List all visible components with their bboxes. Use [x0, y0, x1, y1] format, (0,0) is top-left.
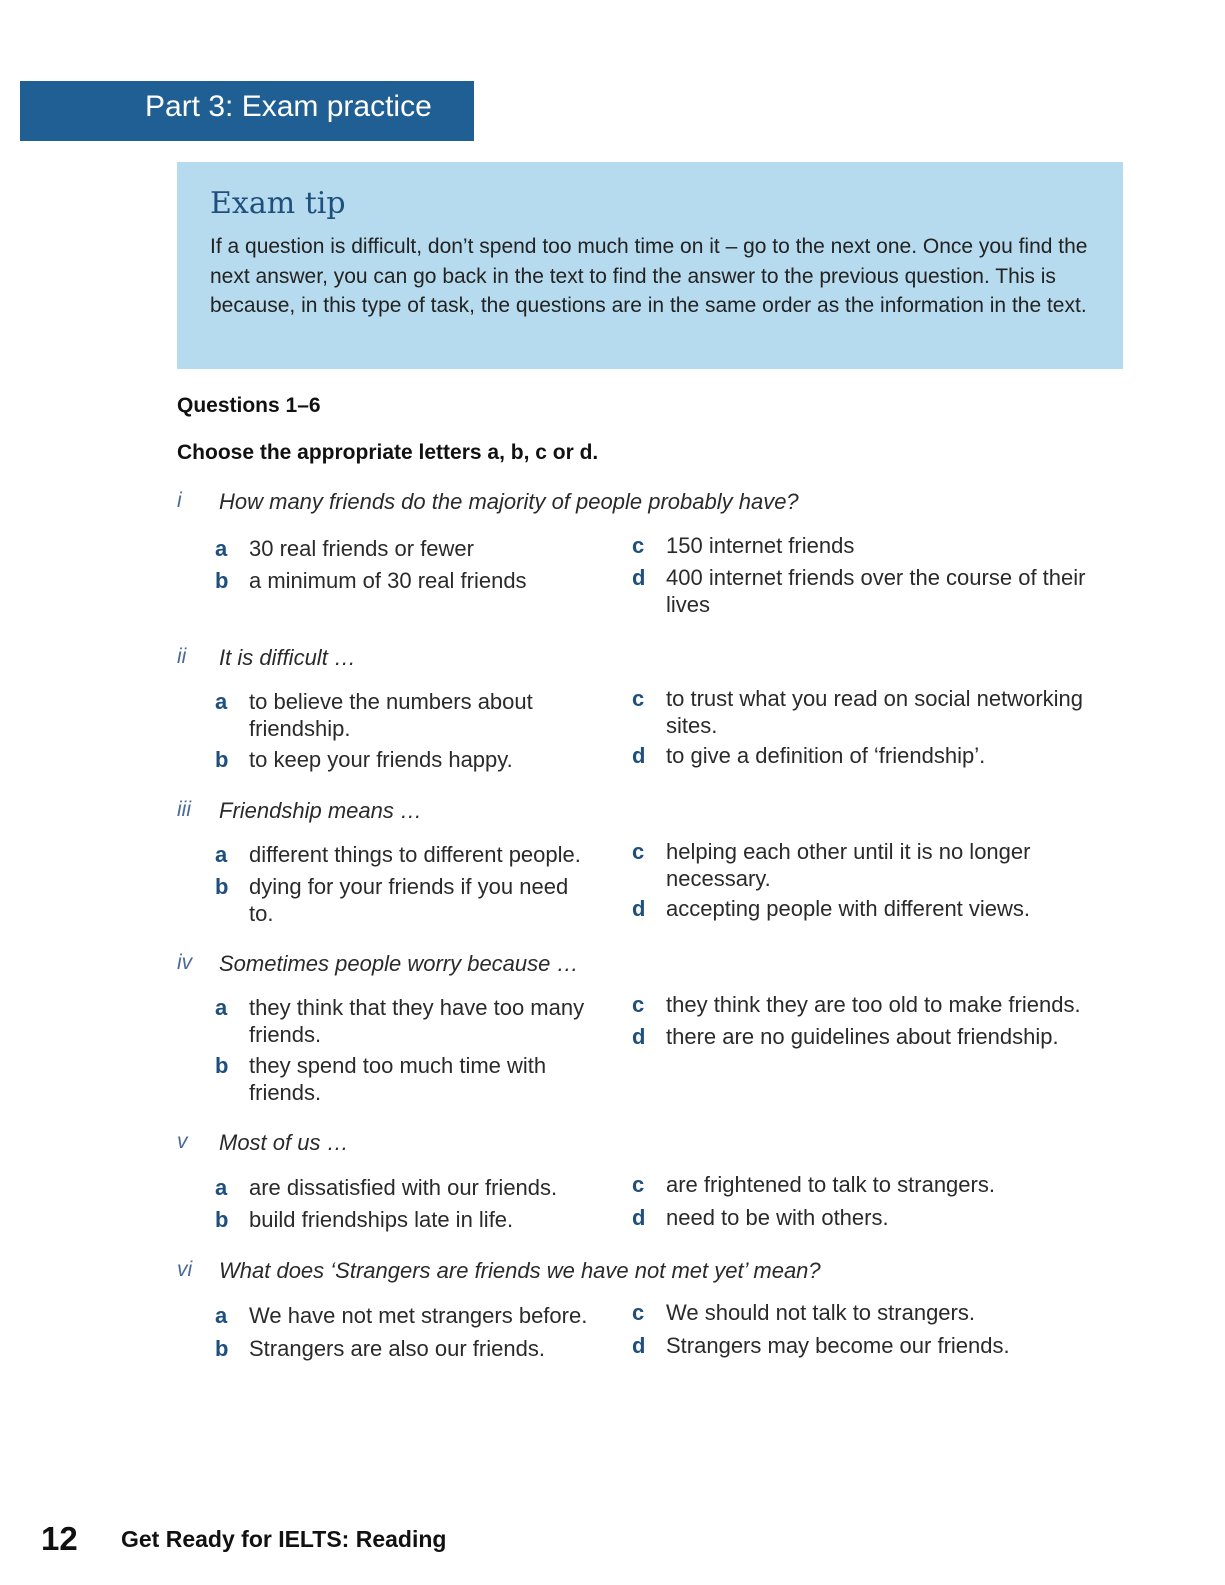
option-letter: a — [215, 1175, 228, 1200]
question-number: iv — [177, 951, 193, 974]
question-text: It is difficult … — [219, 645, 356, 670]
option-letter: d — [632, 1205, 646, 1230]
option-text: helping each other until it is no longer necessary. — [666, 839, 1031, 891]
question-text: Most of us … — [219, 1130, 349, 1155]
option-text: they spend too much time with friends. — [249, 1053, 547, 1105]
option-text: 400 internet friends over the course of their lives — [666, 565, 1086, 617]
part-banner — [20, 81, 474, 141]
option-letter: d — [632, 896, 646, 921]
option-letter: c — [632, 686, 645, 711]
option-text: to trust what you read on social networking sites. — [666, 686, 1084, 738]
option-text: to believe the numbers about friendship. — [249, 689, 533, 741]
option-letter: c — [632, 1172, 645, 1197]
option-letter: a — [215, 536, 228, 561]
option-letter: c — [632, 533, 645, 558]
question-number: vi — [177, 1258, 193, 1281]
instructions: Choose the appropriate letters a, b, c or d. — [177, 441, 599, 464]
option-letter: b — [215, 747, 229, 772]
option-letter: c — [632, 839, 645, 864]
question-number: v — [177, 1130, 188, 1153]
option-letter: c — [632, 1300, 645, 1325]
option-letter: b — [215, 568, 229, 593]
option-text: Strangers may become our friends. — [666, 1333, 1010, 1358]
option-text: different things to different people. — [249, 842, 581, 867]
option-letter: b — [215, 1336, 229, 1361]
exam-tip-text: If a question is difficult, don’t spend too much time on it – go to the next one. Once you find the next answer, you can go back in the text to find the answer to the previous question. This is because, in this type of task, the questions are in the same order as the information in the text. — [210, 235, 1088, 317]
option-text: there are no guidelines about friendship. — [666, 1024, 1059, 1049]
option-text: 150 internet friends — [666, 533, 855, 558]
option-text: a minimum of 30 real friends — [249, 568, 527, 593]
book-title: Get Ready for IELTS: Reading — [121, 1526, 447, 1552]
option-text: are dissatisfied with our friends. — [249, 1175, 558, 1200]
option-letter: d — [632, 743, 646, 768]
option-text: dying for your friends if you need to. — [249, 874, 569, 926]
option-text: accepting people with different views. — [666, 896, 1031, 921]
exam-tip-box — [177, 162, 1123, 369]
option-letter: d — [632, 1024, 646, 1049]
option-text: 30 real friends or fewer — [249, 536, 474, 561]
exam-tip-title: Exam tip — [210, 186, 346, 221]
option-text: build friendships late in life. — [249, 1207, 514, 1232]
option-letter: d — [632, 565, 646, 590]
option-text: are frightened to talk to strangers. — [666, 1172, 995, 1197]
option-text: need to be with others. — [666, 1205, 889, 1230]
option-letter: a — [215, 995, 228, 1020]
option-letter: d — [632, 1333, 646, 1358]
question-text: How many friends do the majority of people probably have? — [219, 489, 799, 514]
questions-heading: Questions 1–6 — [177, 394, 321, 417]
option-letter: a — [215, 842, 228, 867]
option-letter: a — [215, 1303, 228, 1328]
option-letter: b — [215, 1207, 229, 1232]
question-text: Friendship means … — [219, 798, 422, 823]
option-text: Strangers are also our friends. — [249, 1336, 545, 1361]
option-letter: b — [215, 874, 229, 899]
option-text: they think they are too old to make friends. — [666, 992, 1081, 1017]
question-text: Sometimes people worry because … — [219, 951, 579, 976]
option-letter: a — [215, 689, 228, 714]
option-text: to give a definition of ‘friendship’. — [666, 743, 986, 768]
part-title: Part 3: Exam practice — [145, 90, 432, 123]
question-text: What does ‘Strangers are friends we have not met yet’ mean? — [219, 1258, 821, 1283]
option-text: We should not talk to strangers. — [666, 1300, 975, 1325]
question-number: iii — [177, 798, 191, 821]
option-text: to keep your friends happy. — [249, 747, 513, 772]
question-number: ii — [177, 645, 187, 668]
option-letter: c — [632, 992, 645, 1017]
page-number: 12 — [41, 1520, 78, 1557]
question-number: i — [177, 489, 182, 512]
option-text: they think that they have too many friends. — [249, 995, 585, 1047]
option-letter: b — [215, 1053, 229, 1078]
option-text: We have not met strangers before. — [249, 1303, 588, 1328]
